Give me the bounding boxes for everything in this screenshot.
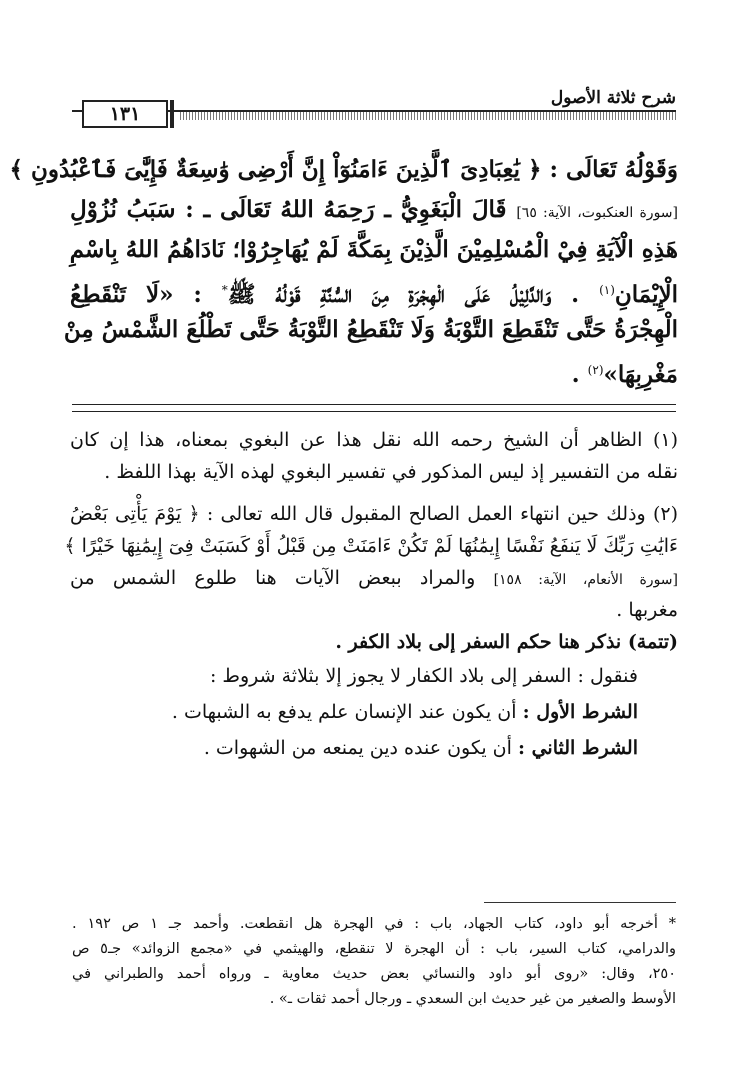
footnote-star: *: [221, 283, 228, 297]
main-line: الْإِيْمَانِ$^{(١)}$ . وَالدَّلِيْلُ عَلَى الْهِجْرَةِ مِنَ السُّنَّةِ قَوْلُهُ ﷺ* : «لَا تَنْقَطِعُ: [70, 281, 679, 308]
note-line: (١) الظاهر أن الشيخ رحمه الله نقل هذا عن البغوي بمعناه، هذا إن كان: [70, 429, 678, 451]
note-line: مغربها .: [616, 599, 678, 621]
footnote-line: الأوسط والصغير من غير حديث ابن السعدي ـ ورجال أحمد ثقات ـ» .: [269, 991, 676, 1007]
main-line: مَغْرِبِهَا»$^{(٢)}$ .: [571, 361, 678, 388]
page-header: [72, 82, 676, 125]
header-ornament: [180, 112, 676, 120]
note-line: [سورة الأنعام، الآية: ١٥٨] والمراد ببعض الآيات هنا طلوع الشمس من: [70, 567, 678, 589]
verse-reference: [سورة العنكبوت، الآية: ٦٥]: [516, 205, 678, 221]
main-line: وَقَوْلُهُ تَعَالَى : ﴿ يَٰعِبَادِىَ ٱلَّذِينَ ءَامَنُوٓاْ إِنَّ أَرْضِى وَٰسِعَةٌ فَإِيَّٰىَ فَٱعْبُدُونِ ﴾: [9, 156, 678, 183]
note-line: ءَايَٰتِ رَبِّكَ لَا يَنفَعُ نَفْسًا إِيمَٰنُهَا لَمْ تَكُنْ ءَامَنَتْ مِن قَبْلُ أَوْ كَسَبَتْ فِىٓ إِيمَٰنِهَا خَيْرًا ﴾: [64, 535, 678, 557]
verse-reference: [سورة الأنعام، الآية: ١٥٨]: [493, 572, 678, 588]
main-line: [سورة العنكبوت، الآية: ٦٥] قَالَ الْبَغَوِيُّ ـ رَحِمَهُ اللهُ تَعَالَى ـ : سَبَبُ نُزُوْلِ: [70, 196, 678, 223]
tatimma-heading: (تتمة) نذكر هنا حكم السفر إلى بلاد الكفر .: [335, 631, 678, 653]
footnote-line: * أخرجه أبو داود، كتاب الجهاد، باب : في الهجرة هل انقطعت. وأحمد جـ ١ ص ١٩٢ .: [72, 916, 677, 932]
footnote-separator: [484, 902, 676, 903]
intro-line: فنقول : السفر إلى بلاد الكفار لا يجوز إلا بثلاثة شروط :: [209, 665, 638, 687]
notes-section: [64, 424, 678, 766]
note-line: نقله من التفسير إذ ليس المذكور في تفسير البغوي لهذه الآية بهذا اللفظ .: [104, 461, 678, 483]
section-divider: [72, 404, 676, 412]
note-line: (٢) وذلك حين انتهاء العمل الصالح المقبول قال الله تعالى : ﴿ يَوْمَ يَأْتِى بَعْضُ: [70, 503, 678, 525]
main-line: هَذِهِ الْآيَةِ فِيْ الْمُسْلِمِيْنَ الَّذِيْنَ بِمَكَّةَ لَمْ يُهَاجِرُوْا؛ نَادَاهُمُ اللهُ بِاسْمِ: [69, 236, 678, 263]
condition-2: الشرط الثاني : أن يكون عنده دين يمنعه من الشهوات .: [203, 737, 638, 759]
footnote-line: ٢٥٠، وقال: «روى أبو داود والنسائي بعض حديث معاوية ـ ورواه أحمد والطبراني في: [72, 966, 676, 982]
main-line: الْهِجْرَةُ حَتَّى تَنْقَطِعَ التَّوْبَةُ وَلَا تَنْقَطِعُ التَّوْبَةُ حَتَّى تَطْلُعَ الشَّمْسُ مِنْ: [63, 316, 678, 343]
footnote-marker: (٢): [587, 363, 604, 377]
condition-1: الشرط الأول : أن يكون عند الإنسان علم يدفع به الشبهات .: [171, 701, 638, 723]
footnote: [72, 912, 676, 1012]
main-text: [9, 150, 679, 390]
footnote-marker: (١): [599, 283, 615, 297]
running-title: شرح ثلاثة الأصول: [550, 88, 676, 108]
page-number: ١٣١: [82, 100, 168, 128]
footnote-line: والدرامي، كتاب السير، باب : أن الهجرة لا تنقطع، والهيثمي في «مجمع الزوائد» جـ٥ ص: [72, 941, 676, 957]
